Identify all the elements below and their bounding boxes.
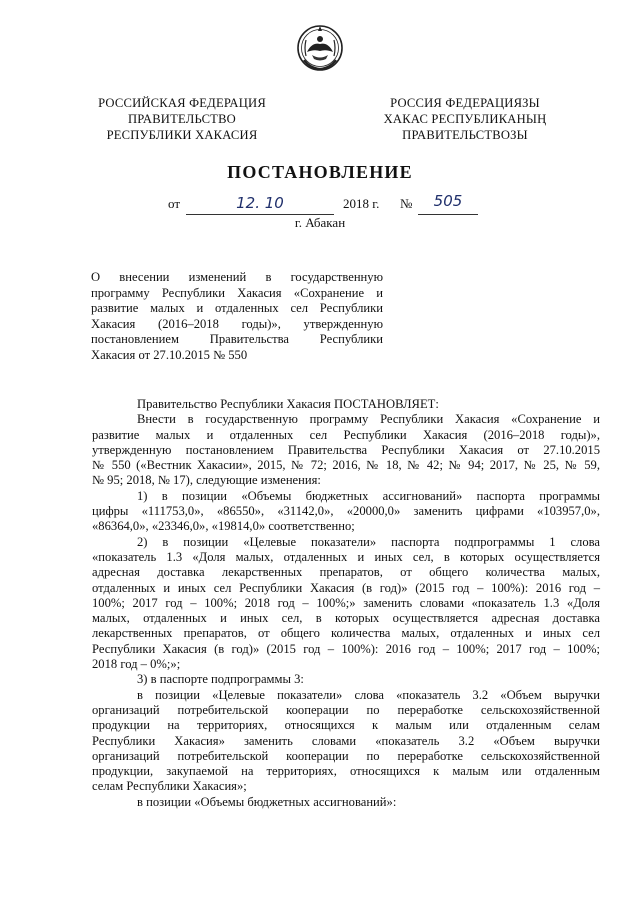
body-line: Внести в государственную программу Республики Хакасия «Сохранение и <box>137 412 600 427</box>
subject-line: О внесении изменений в государственную <box>91 270 383 284</box>
body-line: малых, отдаленных и иных сел, в которых осуществляется адресная доставка <box>92 611 600 626</box>
city-label: г. Абакан <box>294 215 346 230</box>
body-line: 100%; 2017 год – 100%; 2018 год – 100%;» заменить словами «показатель 1.3 «Доля <box>92 595 600 610</box>
body-line: развитие малых и отдаленных сел Республики Хакасия (2016–2018 годы)», <box>92 427 600 442</box>
body-line: Правительство Республики Хакасия ПОСТАНОВЛЯЕТ: <box>137 397 439 411</box>
header-right-line: ПРАВИТЕЛЬСТВОЗЫ <box>402 128 528 142</box>
body-line: организаций потребительской кооперации по переработке сельскохозяйственной <box>92 702 600 717</box>
body-line: № 95; 2018, № 17), следующие изменения: <box>92 473 321 488</box>
body-line: цифры «111753,0», «86550», «31142,0», «20000,0» заменить цифрами «103957,0», <box>92 504 600 519</box>
subject-line: развитие малых и отдаленных сел Республики <box>91 301 383 315</box>
subject-block <box>91 270 383 363</box>
subject-line: Хакасия от 27.10.2015 № 550 <box>91 347 248 362</box>
body-line: утвержденную постановлением Правительства Республики Хакасия от 27.10.2015 <box>92 442 600 457</box>
body-line: 2) в позиции «Целевые показатели» паспорта подпрограммы 1 слова <box>137 534 600 549</box>
date-year-label: 2018 г. <box>343 196 380 211</box>
body-line: «86364,0», «23346,0», «19814,0» соответственно; <box>92 519 355 534</box>
header-left-line: ПРАВИТЕЛЬСТВО <box>128 112 236 126</box>
khakassia-coat-of-arms-icon <box>296 22 344 74</box>
body-line: продукции, закупаемой на территориях, относящихся к малым или отдаленным <box>92 764 600 779</box>
body-line: организаций потребительской кооперации по переработке сельскохозяйственной <box>92 748 600 763</box>
body-line: лекарственных препаратов, от общего количества малых, отдаленных и иных сел <box>92 626 600 641</box>
number-handwritten: 505 <box>433 192 463 210</box>
number-label: № <box>400 196 413 211</box>
header-left-line: РЕСПУБЛИКИ ХАКАСИЯ <box>106 128 258 142</box>
body-line: отдаленных и иных сел Республики Хакасия (в год)» (2015 год – 100%): 2016 год – <box>92 580 600 595</box>
subject-line: постановлением Правительства Республики <box>91 332 383 346</box>
body-line: 1) в позиции «Объемы бюджетных ассигнований» паспорта программы <box>137 488 600 503</box>
body-line: селам Республики Хакасия»; <box>92 779 247 794</box>
document-body <box>92 397 600 810</box>
body-line: в позиции «Объемы бюджетных ассигнований»: <box>137 794 397 809</box>
body-line: «показатель 1.3 «Доля малых, отдаленных и иных сел, в которых осуществляется <box>92 549 600 564</box>
header-right-line: ХАКАС РЕСПУБЛИКАНЫҢ <box>383 112 547 126</box>
header-left-line: РОССИЙСКАЯ ФЕДЕРАЦИЯ <box>98 96 266 110</box>
body-line: Республики Хакасия» заменить словами «показатель 3.2 «Объем выручки <box>92 733 600 748</box>
subject-line: программу Республики Хакасия «Сохранение и <box>91 285 383 300</box>
header-right-line: РОССИЯ ФЕДЕРАЦИЯЗЫ <box>390 96 540 110</box>
body-line: продукции на территориях, относящихся к малым или отдаленным селам <box>92 718 600 733</box>
body-line: Республики Хакасия (в год)» (2015 год – 100%): 2016 год – 100%; 2017 год – 100%; <box>92 641 600 656</box>
subject-line: Хакасия (2016–2018 годы)», утвержденную <box>91 316 383 331</box>
header-left-russian <box>82 95 282 143</box>
body-line: 3) в паспорте подпрограммы 3: <box>137 672 304 687</box>
body-line: адресная доставка лекарственных препаратов, от общего количества малых, <box>92 565 600 580</box>
document-title: ПОСТАНОВЛЕНИЕ <box>227 162 413 182</box>
body-line: в позиции «Целевые показатели» слова «показатель 3.2 «Объем выручки <box>137 687 600 702</box>
body-line: № 550 («Вестник Хакасии», 2015, № 72; 2016, № 18, № 42; № 94; 2017, № 25, № 59, <box>92 458 600 473</box>
header-right-khakas <box>365 95 565 143</box>
date-from-label: от <box>168 196 181 211</box>
body-line: 2018 год – 0%;»; <box>92 657 181 672</box>
date-handwritten: 12. 10 <box>236 194 284 212</box>
